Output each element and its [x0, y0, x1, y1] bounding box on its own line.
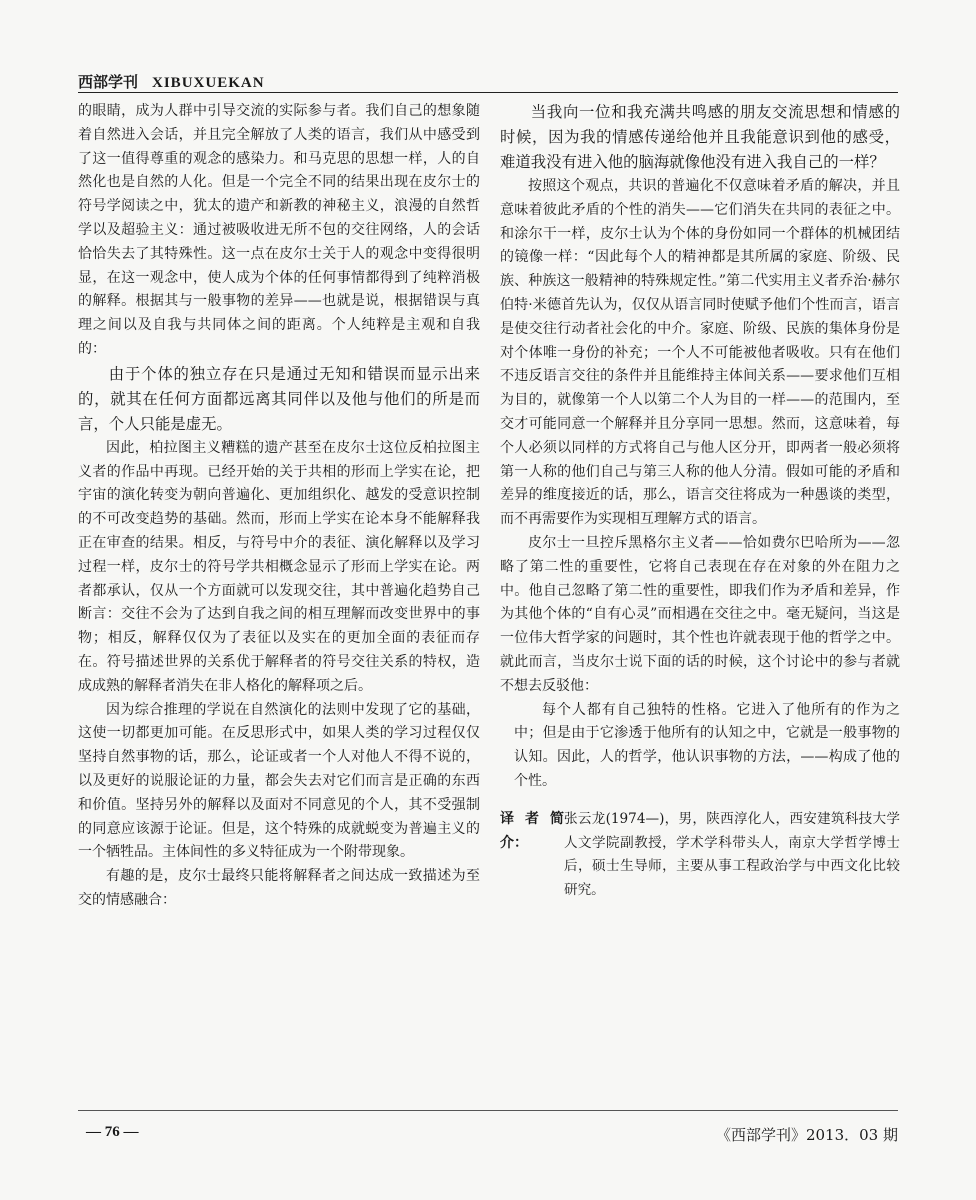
- paragraph: 按照这个观点，共识的普遍化不仅意味着矛盾的解决，并且意味着彼此矛盾的个性的消失——它们消失在共同的表征之中。和涂尔干一样，皮尔士认为个体的身份如同一个群体的机械团结的镜像一样：“因此每个人的精神都是其所属的家庭、阶级、民族、种族这一般精神的特殊规定性。”第二代实用主义者乔治·赫尔伯特·米德首先认为，仅仅从语言同时使赋予他们个性而言，语言是使交往行动者社会化的中介。家庭、阶级、民族的集体身份是对个体唯一身份的补充；一个人不可能被他者吸收。只有在他们不违反语言交往的条件并且能维持主体间关系——要求他们互相为目的，就像第一个人以第二个人为目的一样——的范围内，至交才可能同意一个解释并且分享同一思想。然而，这意味着，每个人必须以同样的方式将自己与他人区分开，即两者一般必须将第一人称的他们自己与第三人称的他人分清。假如可能的矛盾和差异的维度接近的话，那么，语言交往将成为一种愚谈的类型，而不再需要作为实现相互理解方式的语言。: [500, 178, 900, 528]
- paragraph: 有趣的是，皮尔士最终只能将解释者之间达成一致描述为至交的情感融合：: [78, 868, 480, 908]
- block-quote: 每个人都有自己独特的性格。它进入了他所有的作为之中；但是由于它渗透于他所有的认知之中，它就是一般事物的认知。因此，人的哲学，他认识事物的方法，——构成了他的个性。: [514, 701, 900, 789]
- footer-divider: [78, 1110, 898, 1111]
- bio-text: 张云龙(1974—)，男，陕西淳化人，西安建筑科技大学人文学院副教授，学术学科带头人，南京大学哲学博士后，硕士生导师，主要从事工程政治学与中西文化比较研究。: [564, 810, 900, 899]
- paragraph: 皮尔士一旦控斥黑格尔主义者——恰如费尔巴哈所为——忽略了第二性的重要性，它将自己表现在存在对象的外在阻力之中。他自己忽略了第二性的重要性，即我们作为矛盾和差异，作为其他个体的“自有心灵”而相遇在交往之中。毫无疑问，当这是一位伟大哲学家的问题时，其个性也许就表现于他的哲学之中。就此而言，当皮尔士说下面的话的时候，这个讨论中的参与者就不想去反驳他：: [500, 534, 900, 694]
- paragraph: 的眼睛，成为人群中引导交流的实际参与者。我们自己的想象随着自然进入会话，并且完全解放了人类的语言，我们从中感受到了这一值得尊重的观念的感染力。和马克思的思想一样，人的自然化也是自然的人化。但是一个完全不同的结果出现在皮尔士的符号学阅读之中，犹太的遗产和新教的神秘主义，浪漫的自然哲学以及超验主义：通过被吸收进无所不包的交往网络，人的会话恰恰失去了其特殊性。这一点在皮尔士关于人的观念中变得很明显，在这一观念中，使人成为个体的任何事情都得到了纯粹消极的解释。根据其与一般事物的差异——也就是说，根据错误与真理之间以及自我与共同体之间的距离。个人纯粹是主观和自我的：: [78, 103, 480, 357]
- journal-name-latin: XIBUXUEKAN: [152, 75, 265, 91]
- block-quote: 由于个体的独立存在只是通过无知和错误而显示出来的，就其在任何方面都远离其同伴以及他与他们的所是而言，个人只能是虚无。: [78, 364, 480, 433]
- paragraph: 因为综合推理的学说在自然演化的法则中发现了它的基础，这使一切都更加可能。在反思形式中，如果人类的学习过程仅仅坚持自然事物的话，那么，论证或者一个人对他人不得不说的，以及更好的说服论证的力量，都会失去对它们而言是正确的东西和价值。坚持另外的解释以及面对不同意见的个人，其不受强制的同意应该源于论证。但是，这个特殊的成就蜕变为普遍主义的一个牺牲品。主体间性的多义特征成为一个附带现象。: [78, 701, 480, 861]
- issue-label: 《西部学刊》2013．03 期: [715, 1126, 898, 1144]
- translator-bio: [500, 808, 900, 903]
- bio-label: 译者简介：: [500, 810, 564, 851]
- journal-name: 西部学刊: [78, 73, 139, 91]
- running-header: [78, 66, 898, 93]
- right-column: [500, 100, 900, 903]
- paragraph: 因此，柏拉图主义糟糕的遗产甚至在皮尔士这位反柏拉图主义者的作品中再现。已经开始的关于共相的形而上学实在论，把宇宙的演化转变为朝向普遍化、更加组织化、越发的受意识控制的不可改变趋势的基础。然而，形而上学实在论本身不能解释我正在审查的结果。相反，与符号中介的表征、演化解释以及学习过程一样，皮尔士的符号学共相概念显示了形而上学实在论。两者都承认，仅从一个方面就可以发现交往，其中普遍化趋势自己断言：交往不会为了达到自我之间的相互理解而改变世界中的事物；相反，解释仅仅为了表征以及实在的更加全面的表征而存在。符号描述世界的关系优于解释者的符号交往关系的特权，造成成熟的解释者消失在非人格化的解释项之后。: [78, 439, 480, 694]
- left-column: [78, 100, 480, 913]
- page-number: — 76 —: [86, 1124, 139, 1140]
- block-quote: 当我向一位和我充满共鸣感的朋友交流思想和情感的时候，因为我的情感传递给他并且我能意识到他的感受，难道我没有进入他的脑海就像他没有进入我自己的一样？: [500, 103, 900, 171]
